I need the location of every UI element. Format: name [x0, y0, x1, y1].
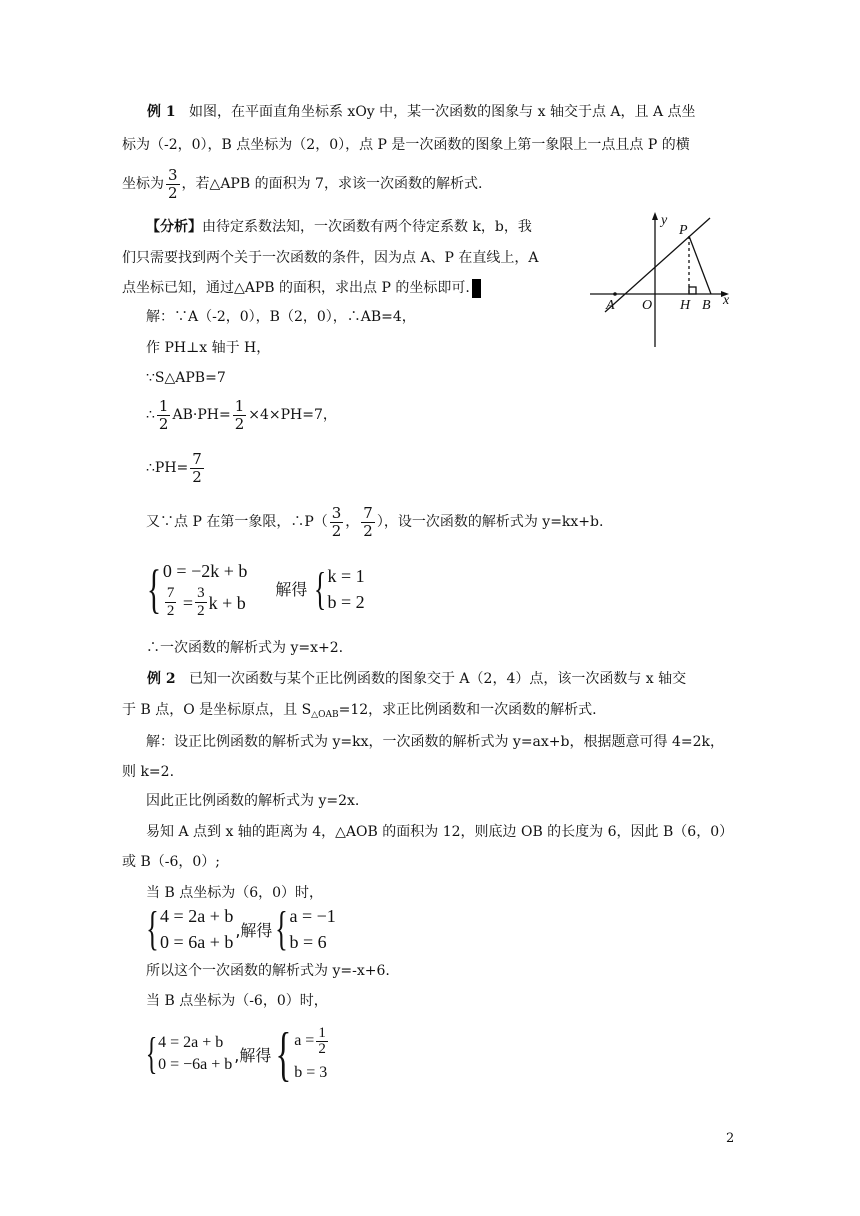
y-axis-arrow [652, 212, 658, 220]
analysis-line1 [146, 217, 532, 237]
ex1-label: 例 1 [147, 104, 176, 120]
sol1-line4-mid: AB·PH= [172, 407, 231, 423]
fraction-3-2: $\frac{3}{2}$ [168, 165, 178, 202]
analysis-line2: 们只需要找到两个关于一次函数的条件，因为点 A、P 在直线上，A [122, 250, 539, 266]
fraction-1-2-b: $\frac{1}{2}$ [234, 396, 245, 433]
sysa-res2: b = 6 [289, 932, 327, 952]
sysa-res1: a = −1 [289, 906, 336, 926]
ex2-case1: 当 B 点坐标为（6，0）时， [146, 885, 324, 901]
label-x: x [723, 293, 730, 308]
ex1-line2: 标为（-2，0），B 点坐标为（2，0），点 P 是一次函数的图象上第一象限上一点且点 P 的横 [122, 137, 690, 153]
analysis-line3 [122, 278, 481, 298]
segment-pb [689, 236, 711, 294]
ex2-sol3: 因此正比例函数的解析式为 y=2x. [146, 793, 360, 809]
sol1-line4-post: ×4×PH=7， [248, 407, 337, 423]
ex2-res1: 所以这个一次函数的解析式为 y=-x+6. [146, 963, 390, 979]
label-a: A [606, 298, 615, 313]
sol1-line1: 解：∵A（-2，0），B（2，0），∴AB=4， [146, 309, 416, 325]
fraction-1-2-a: $\frac{1}{2}$ [158, 396, 169, 433]
analysis-text1: 由待定系数法知，一次函数有两个待定系数 k，b，我 [202, 219, 532, 235]
solve-word-1: 解得 [275, 580, 308, 599]
ex1-line3-post: ，若△APB 的面积为 7，求该一次函数的解析式. [181, 176, 483, 192]
ex2-label: 例 2 [147, 671, 176, 687]
sol1-line6-pre: 又∵点 P 在第一象限，∴P（ [146, 514, 328, 530]
ex2-line2: 于 B 点，O 是坐标原点，且 $S_{\triangle OAB}=12$，求正比例函数和一次函数的解析式. [122, 702, 597, 720]
label-y: y [661, 213, 668, 228]
analysis-text3: 点坐标已知，通过△APB 的面积，求出点 P 的坐标即可. [122, 280, 470, 296]
sysb-res1: a = $\frac{1}{2}$ [294, 1024, 326, 1057]
sol1-line5 [146, 450, 206, 486]
area-subscript: △OAB [311, 710, 339, 720]
ex2-sol1: 解：设正比例函数的解析式为 y=kx，一次函数的解析式为 y=ax+b，根据题意可得 4=2k， [146, 734, 724, 750]
analysis-label: 【分析】 [146, 219, 202, 235]
sol1-line6-post: ），设一次函数的解析式为 y=kx+b. [376, 514, 604, 530]
equation-system-1: { 0 = −2k + b $\frac{7}{2}$ = $\frac{3}{2}$ k + b 解得 { k = 1 b = 2 [146, 558, 365, 619]
solve-word-b: ,解得 [234, 1045, 272, 1065]
sysa-eq2: 0 = 6a + b [160, 932, 234, 952]
sys1-frac-3-2: $\frac{3}{2}$ [197, 585, 205, 619]
right-angle-mark [689, 287, 696, 294]
sol1-line2: 作 PH⊥x 轴于 H， [146, 340, 271, 356]
comma-sep: ， [345, 514, 360, 530]
sysa-eq1: 4 = 2a + b [160, 906, 234, 926]
sys1-res1: k = 1 [327, 565, 365, 586]
equation-system-a: { 4 = 2a + b 0 = 6a + b ,解得 { a = −1 b = 6 [146, 902, 336, 955]
sol1-line6 [146, 504, 603, 540]
sys1-frac-7-2: $\frac{7}{2}$ [166, 585, 175, 619]
line-ap [605, 218, 710, 312]
point-a [613, 292, 617, 296]
ex1-line3-pre: 坐标为 [122, 176, 164, 192]
sys1-eq2: $\frac{7}{2}$ = $\frac{3}{2}$ k + b [166, 585, 246, 619]
ph-equals: ∴PH= [146, 460, 189, 476]
ex2-line1 [147, 669, 686, 689]
sysb-frac-1-2: $\frac{1}{2}$ [318, 1024, 326, 1057]
page-number: 2 [726, 1131, 735, 1146]
ex1-conclusion: ∴一次函数的解析式为 y=x+2. [146, 640, 344, 656]
ex2-sol4: 易知 A 点到 x 轴的距离为 4，△AOB 的面积为 12，则底边 OB 的长度为 6，因此 B（6，0） [146, 824, 734, 840]
ex1-text1: 如图，在平面直角坐标系 xOy 中，某一次函数的图象与 x 轴交于点 A，且 A 点坐 [188, 104, 696, 120]
sys1-res2: b = 2 [327, 591, 365, 612]
fraction-7-2-b: $\frac{7}{2}$ [363, 503, 373, 540]
ex1-line1 [147, 102, 696, 122]
sysb-res2: b = 3 [294, 1063, 328, 1081]
label-o: O [642, 298, 653, 313]
sol1-line4 [146, 397, 337, 433]
therefore-sign: ∴ [146, 407, 155, 423]
ex2-text1: 已知一次函数与某个正比例函数的图象交于 A（2，4）点，该一次函数与 x 轴交 [188, 671, 687, 687]
label-h: H [680, 298, 691, 313]
sys1-eq1: 0 = −2k + b [162, 561, 248, 581]
ex2-sol5: 或 B（-6，0）; [122, 854, 220, 870]
sysb-eq1: 4 = 2a + b [158, 1034, 224, 1051]
coordinate-figure [585, 210, 735, 350]
sysb-eq2: 0 = −6a + b [158, 1056, 233, 1073]
ex1-line3 [122, 166, 482, 202]
sol1-line3: ∵S△APB=7 [146, 370, 226, 386]
text-cursor [472, 279, 481, 298]
label-p: P [679, 223, 688, 238]
fraction-7-2: $\frac{7}{2}$ [192, 449, 202, 486]
ex2-case2: 当 B 点坐标为（-6，0）时， [146, 993, 328, 1009]
ex2-sol2: 则 k=2. [122, 764, 175, 780]
label-b: B [702, 298, 711, 313]
solve-word-a: ,解得 [235, 920, 273, 940]
fraction-3-2-b: $\frac{3}{2}$ [331, 503, 342, 540]
equation-system-b: { 4 = 2a + b 0 = −6a + b ,解得 { a = $\frac{1}{2}$ b = 3 [145, 1024, 330, 1084]
